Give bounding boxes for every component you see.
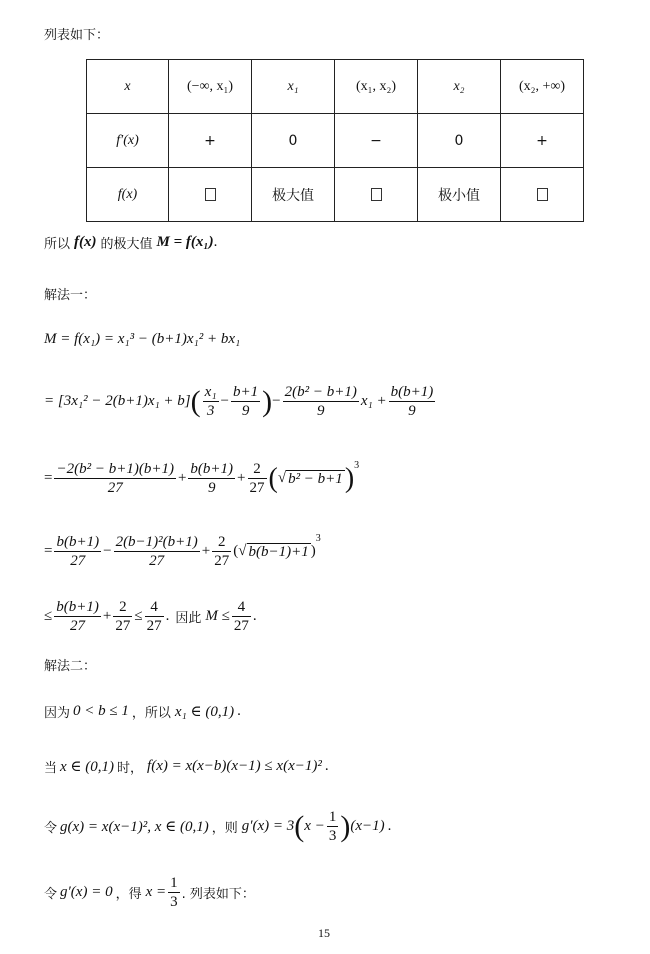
table-cell: 极大值 — [252, 168, 335, 222]
denominator: 9 — [241, 403, 250, 419]
numerator: 2 — [248, 460, 267, 479]
numerator: 2 — [212, 533, 231, 552]
math: ≤ — [134, 608, 143, 624]
intro-text: 列表如下： — [44, 28, 110, 43]
math: f(x) = x(x−b)(x−1) ≤ x(x−1)² — [147, 758, 322, 774]
math: M ≤ — [205, 608, 230, 624]
math: . — [252, 608, 257, 624]
denominator: 27 — [70, 618, 86, 634]
numerator: b(b+1) — [190, 461, 234, 477]
denominator: 9 — [316, 403, 325, 419]
text: ，所以 — [131, 706, 171, 721]
fraction — [168, 874, 180, 911]
when-line — [44, 757, 329, 776]
math: x = — [145, 884, 167, 900]
table-cell — [335, 168, 418, 222]
fraction — [283, 383, 359, 420]
paren-open: ( — [268, 462, 278, 494]
paren-open: ( — [190, 384, 201, 418]
numerator: x₁ — [204, 384, 217, 400]
math: g′(x) = 0 — [60, 884, 113, 900]
increasing-arrow-icon — [537, 188, 548, 201]
text: 因为 — [44, 706, 71, 721]
denominator: 27 — [149, 553, 165, 569]
exponent: 3 — [354, 460, 360, 471]
denominator: 27 — [115, 618, 131, 634]
denominator: 27 — [249, 480, 265, 496]
table-row — [87, 168, 584, 222]
fraction — [145, 598, 164, 635]
table-cell: 极小值 — [418, 168, 501, 222]
math: g(x) = x(x−1)², x ∈ (0,1) — [60, 819, 209, 835]
math: M = f(x₁) — [156, 234, 214, 250]
math: (x−1) — [350, 818, 385, 834]
math: − — [103, 543, 112, 559]
text: 因此 — [175, 611, 202, 626]
fraction — [212, 533, 231, 570]
table-cell: f′(x) — [87, 114, 169, 168]
numerator: −2(b² − b+1)(b+1) — [56, 461, 174, 477]
math: = — [44, 543, 53, 559]
equation-1: M = f(x₁) = x₁³ − (b+1)x₁² + bx₁ — [44, 331, 241, 347]
sqrt-icon: √ — [238, 543, 247, 559]
text: ，则 — [211, 821, 238, 836]
table-cell: x — [87, 60, 169, 114]
denominator: 27 — [233, 618, 249, 634]
equation-4 — [44, 533, 321, 570]
sign-table — [86, 59, 584, 222]
numerator: 1 — [328, 809, 337, 825]
math: 0 < b ≤ 1 — [73, 703, 129, 719]
math: − — [220, 393, 229, 409]
math: = [3x₁² − 2(b+1)x₁ + b] — [44, 393, 191, 409]
paren-open: ( — [233, 543, 239, 559]
math: ≤ — [44, 608, 53, 624]
paren-close: ) — [340, 809, 351, 843]
denominator: 9 — [207, 480, 216, 496]
table-cell: + — [169, 114, 252, 168]
method1-title: 解法一： — [44, 288, 97, 303]
conclusion-line — [44, 233, 217, 252]
math: x₁ ∈ (0,1) — [174, 704, 235, 720]
text: 令 — [44, 887, 58, 902]
fraction — [54, 533, 101, 570]
numerator: 2(b² − b+1) — [284, 384, 357, 400]
table-cell: (x₁, x₂) — [335, 60, 418, 114]
fraction — [231, 383, 260, 420]
text: ，得 — [115, 887, 142, 902]
denominator: 27 — [107, 480, 123, 496]
math: + — [201, 543, 211, 559]
math: + — [102, 608, 112, 624]
equation-2 — [44, 383, 437, 420]
numerator: b(b+1) — [390, 384, 434, 400]
increasing-arrow-icon — [205, 188, 216, 201]
method2-title: 解法二： — [44, 659, 97, 674]
table-cell: x₁ — [252, 60, 335, 114]
math: x₁ + — [360, 393, 387, 409]
math: . — [165, 608, 170, 624]
math: g′(x) = 3 — [241, 818, 295, 834]
table-cell — [501, 168, 584, 222]
denominator: 27 — [70, 553, 86, 569]
math: − — [272, 393, 281, 409]
table-cell: (x₂, +∞) — [501, 60, 584, 114]
fraction — [203, 383, 219, 420]
numerator: 2(b−1)²(b+1) — [115, 534, 198, 550]
fraction — [54, 460, 175, 497]
numerator: b+1 — [233, 384, 259, 400]
math: x ∈ (0,1) — [60, 759, 115, 775]
fraction — [389, 383, 436, 420]
decreasing-arrow-icon — [371, 188, 382, 201]
denominator: 3 — [206, 403, 215, 419]
text: . — [213, 234, 218, 250]
page-number: 15 — [318, 926, 330, 940]
denominator: 3 — [328, 828, 337, 844]
math: + — [177, 470, 187, 486]
text: . 列表如下： — [181, 887, 255, 902]
math: + — [237, 470, 246, 486]
table-cell: f(x) — [87, 168, 169, 222]
paren-close: ) — [310, 543, 316, 559]
numerator: b(b+1) — [56, 534, 100, 550]
text: 时， — [117, 761, 144, 776]
paren-open: ( — [294, 809, 305, 843]
math: f(x) — [74, 234, 97, 250]
table-cell — [169, 168, 252, 222]
table-row — [87, 114, 584, 168]
because-line — [44, 702, 241, 721]
equation-5 — [44, 598, 257, 635]
equation-3 — [44, 460, 359, 497]
fraction — [113, 598, 132, 635]
numerator: 4 — [145, 598, 164, 617]
numerator: 2 — [113, 598, 132, 617]
text: 的极大值 — [100, 237, 153, 252]
text: 令 — [44, 821, 58, 836]
fraction — [327, 808, 339, 845]
math: x − — [304, 818, 325, 834]
text: 当 — [44, 761, 58, 776]
paren-close: ) — [344, 462, 355, 494]
fraction — [248, 460, 267, 497]
math: = — [44, 470, 53, 486]
table-row — [87, 60, 584, 114]
fraction — [188, 460, 235, 497]
radicand: b(b−1)+1 — [248, 543, 309, 560]
text: . — [324, 758, 329, 774]
numerator: 4 — [232, 598, 251, 617]
table-cell: + — [501, 114, 584, 168]
sqrt-icon: √ — [277, 470, 287, 486]
denominator: 27 — [146, 618, 162, 634]
table-cell: 0 — [418, 114, 501, 168]
denominator: 3 — [170, 894, 178, 910]
table-cell: 0 — [252, 114, 335, 168]
table-cell: − — [335, 114, 418, 168]
table-cell: (−∞, x₁) — [169, 60, 252, 114]
exponent: 3 — [315, 533, 321, 544]
text: . — [387, 818, 392, 834]
table-cell: x₂ — [418, 60, 501, 114]
text: . — [237, 703, 241, 719]
fraction — [232, 598, 251, 635]
fraction — [54, 598, 101, 635]
paren-close: ) — [262, 384, 273, 418]
numerator: b(b+1) — [56, 599, 99, 615]
let-line — [44, 808, 391, 845]
radicand: b² − b+1 — [288, 470, 343, 487]
denominator: 27 — [214, 553, 230, 569]
fraction — [114, 533, 200, 570]
text: 所以 — [44, 237, 71, 252]
numerator: 1 — [170, 875, 178, 891]
set-line — [44, 874, 255, 911]
denominator: 9 — [408, 403, 416, 419]
